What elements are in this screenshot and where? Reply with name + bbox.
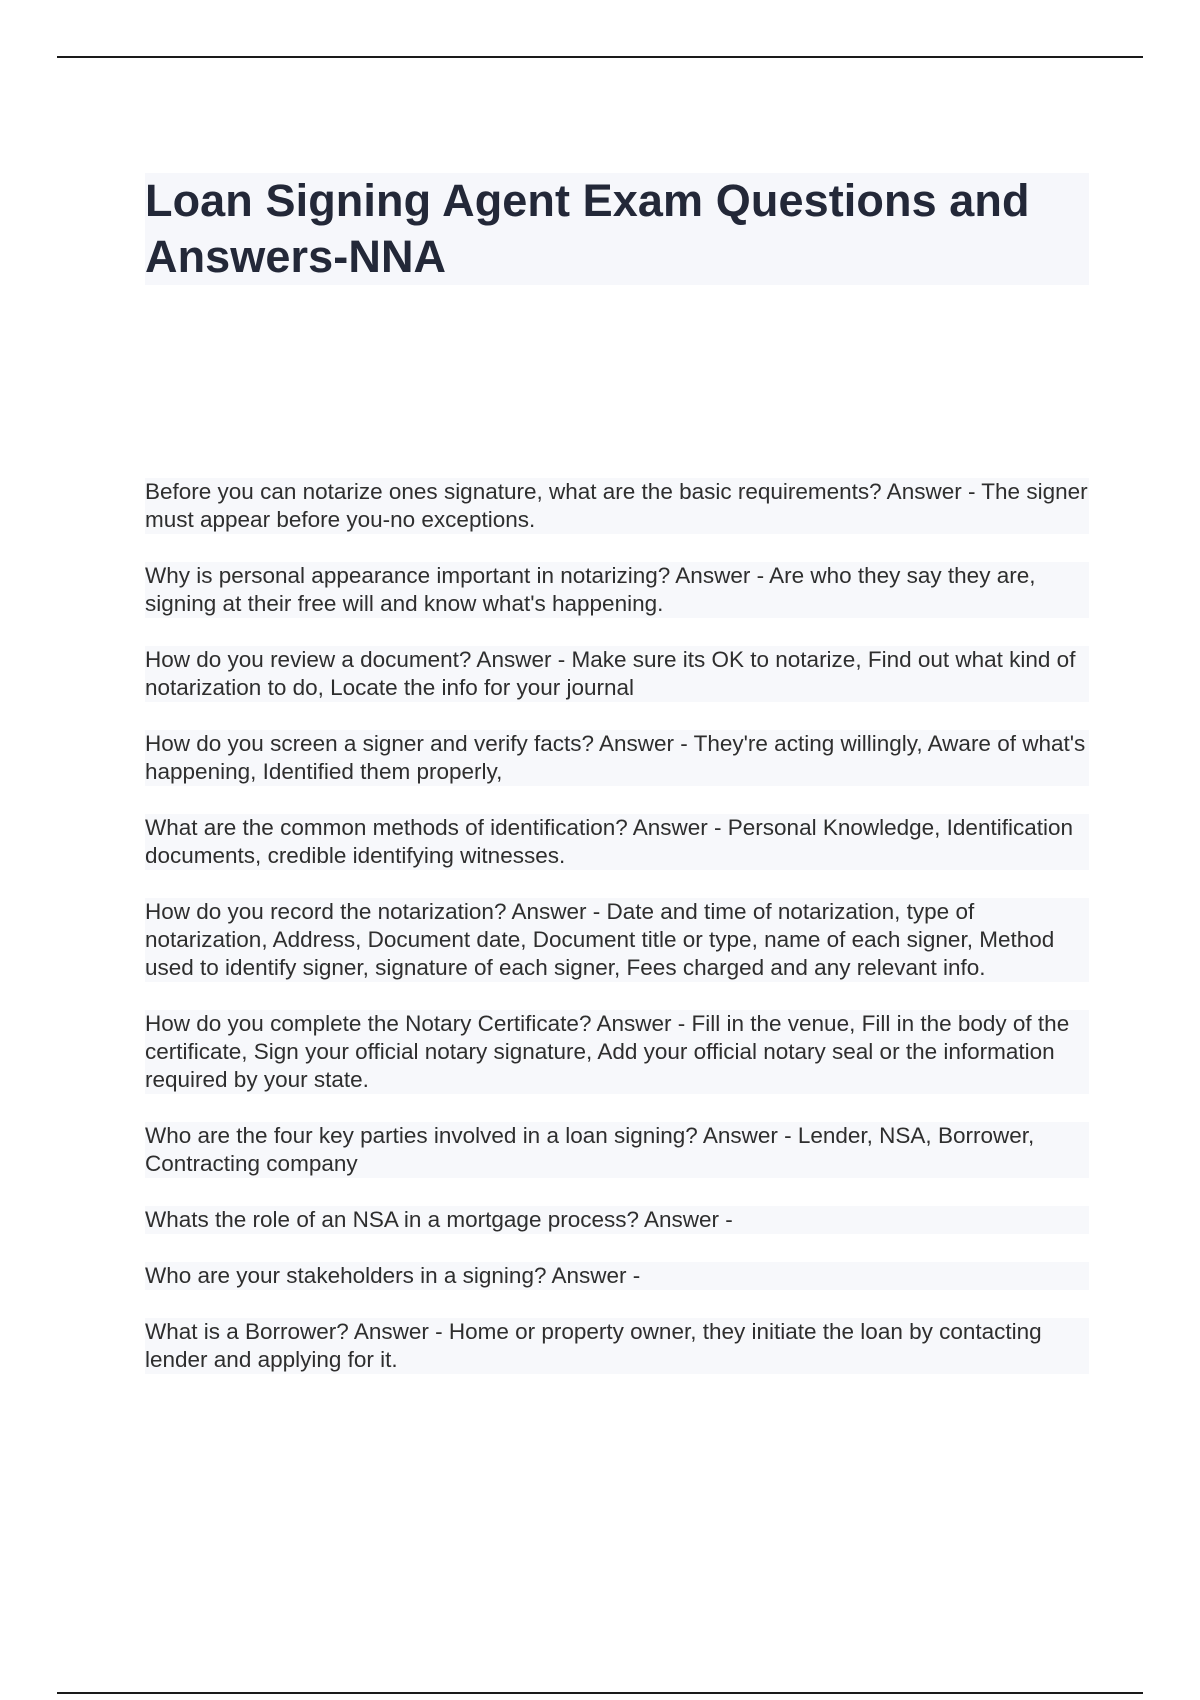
qa-list [145,478,1089,1402]
bottom-divider [57,1692,1143,1694]
title-block [145,173,1089,285]
qa-entry: How do you screen a signer and verify facts? Answer - They're acting willingly, Aware of what's happening, Identified them properly, [145,730,1089,786]
qa-entry: Why is personal appearance important in notarizing? Answer - Are who they say they are, signing at their free will and know what's happening. [145,562,1089,618]
qa-entry: How do you record the notarization? Answer - Date and time of notarization, type of notarization, Address, Document date, Document title or type, name of each signer, Method used to identify signer, signature of each signer, Fees charged and any relevant info. [145,898,1089,982]
qa-entry: Before you can notarize ones signature, what are the basic requirements? Answer - The signer must appear before you-no exceptions. [145,479,1088,532]
qa-entry: Who are the four key parties involved in a loan signing? Answer - Lender, NSA, Borrower, Contracting company [145,1122,1089,1178]
qa-entry: How do you review a document? Answer - Make sure its OK to notarize, Find out what kind of notarization to do, Locate the info for your journal [145,646,1089,702]
qa-entry: What is a Borrower? Answer - Home or property owner, they initiate the loan by contacting lender and applying for it. [145,1318,1089,1374]
qa-entry: Who are your stakeholders in a signing? Answer - [145,1262,1089,1290]
top-divider [57,56,1143,58]
qa-entry: What are the common methods of identification? Answer - Personal Knowledge, Identification documents, credible identifying witnesses. [145,814,1089,870]
qa-entry: Whats the role of an NSA in a mortgage process? Answer - [145,1206,1089,1234]
qa-entry: How do you complete the Notary Certificate? Answer - Fill in the venue, Fill in the body of the certificate, Sign your official notary signature, Add your official notary seal or the information required by your state. [145,1010,1089,1094]
page-title: Loan Signing Agent Exam Questions and Answers-NNA [145,175,1030,282]
